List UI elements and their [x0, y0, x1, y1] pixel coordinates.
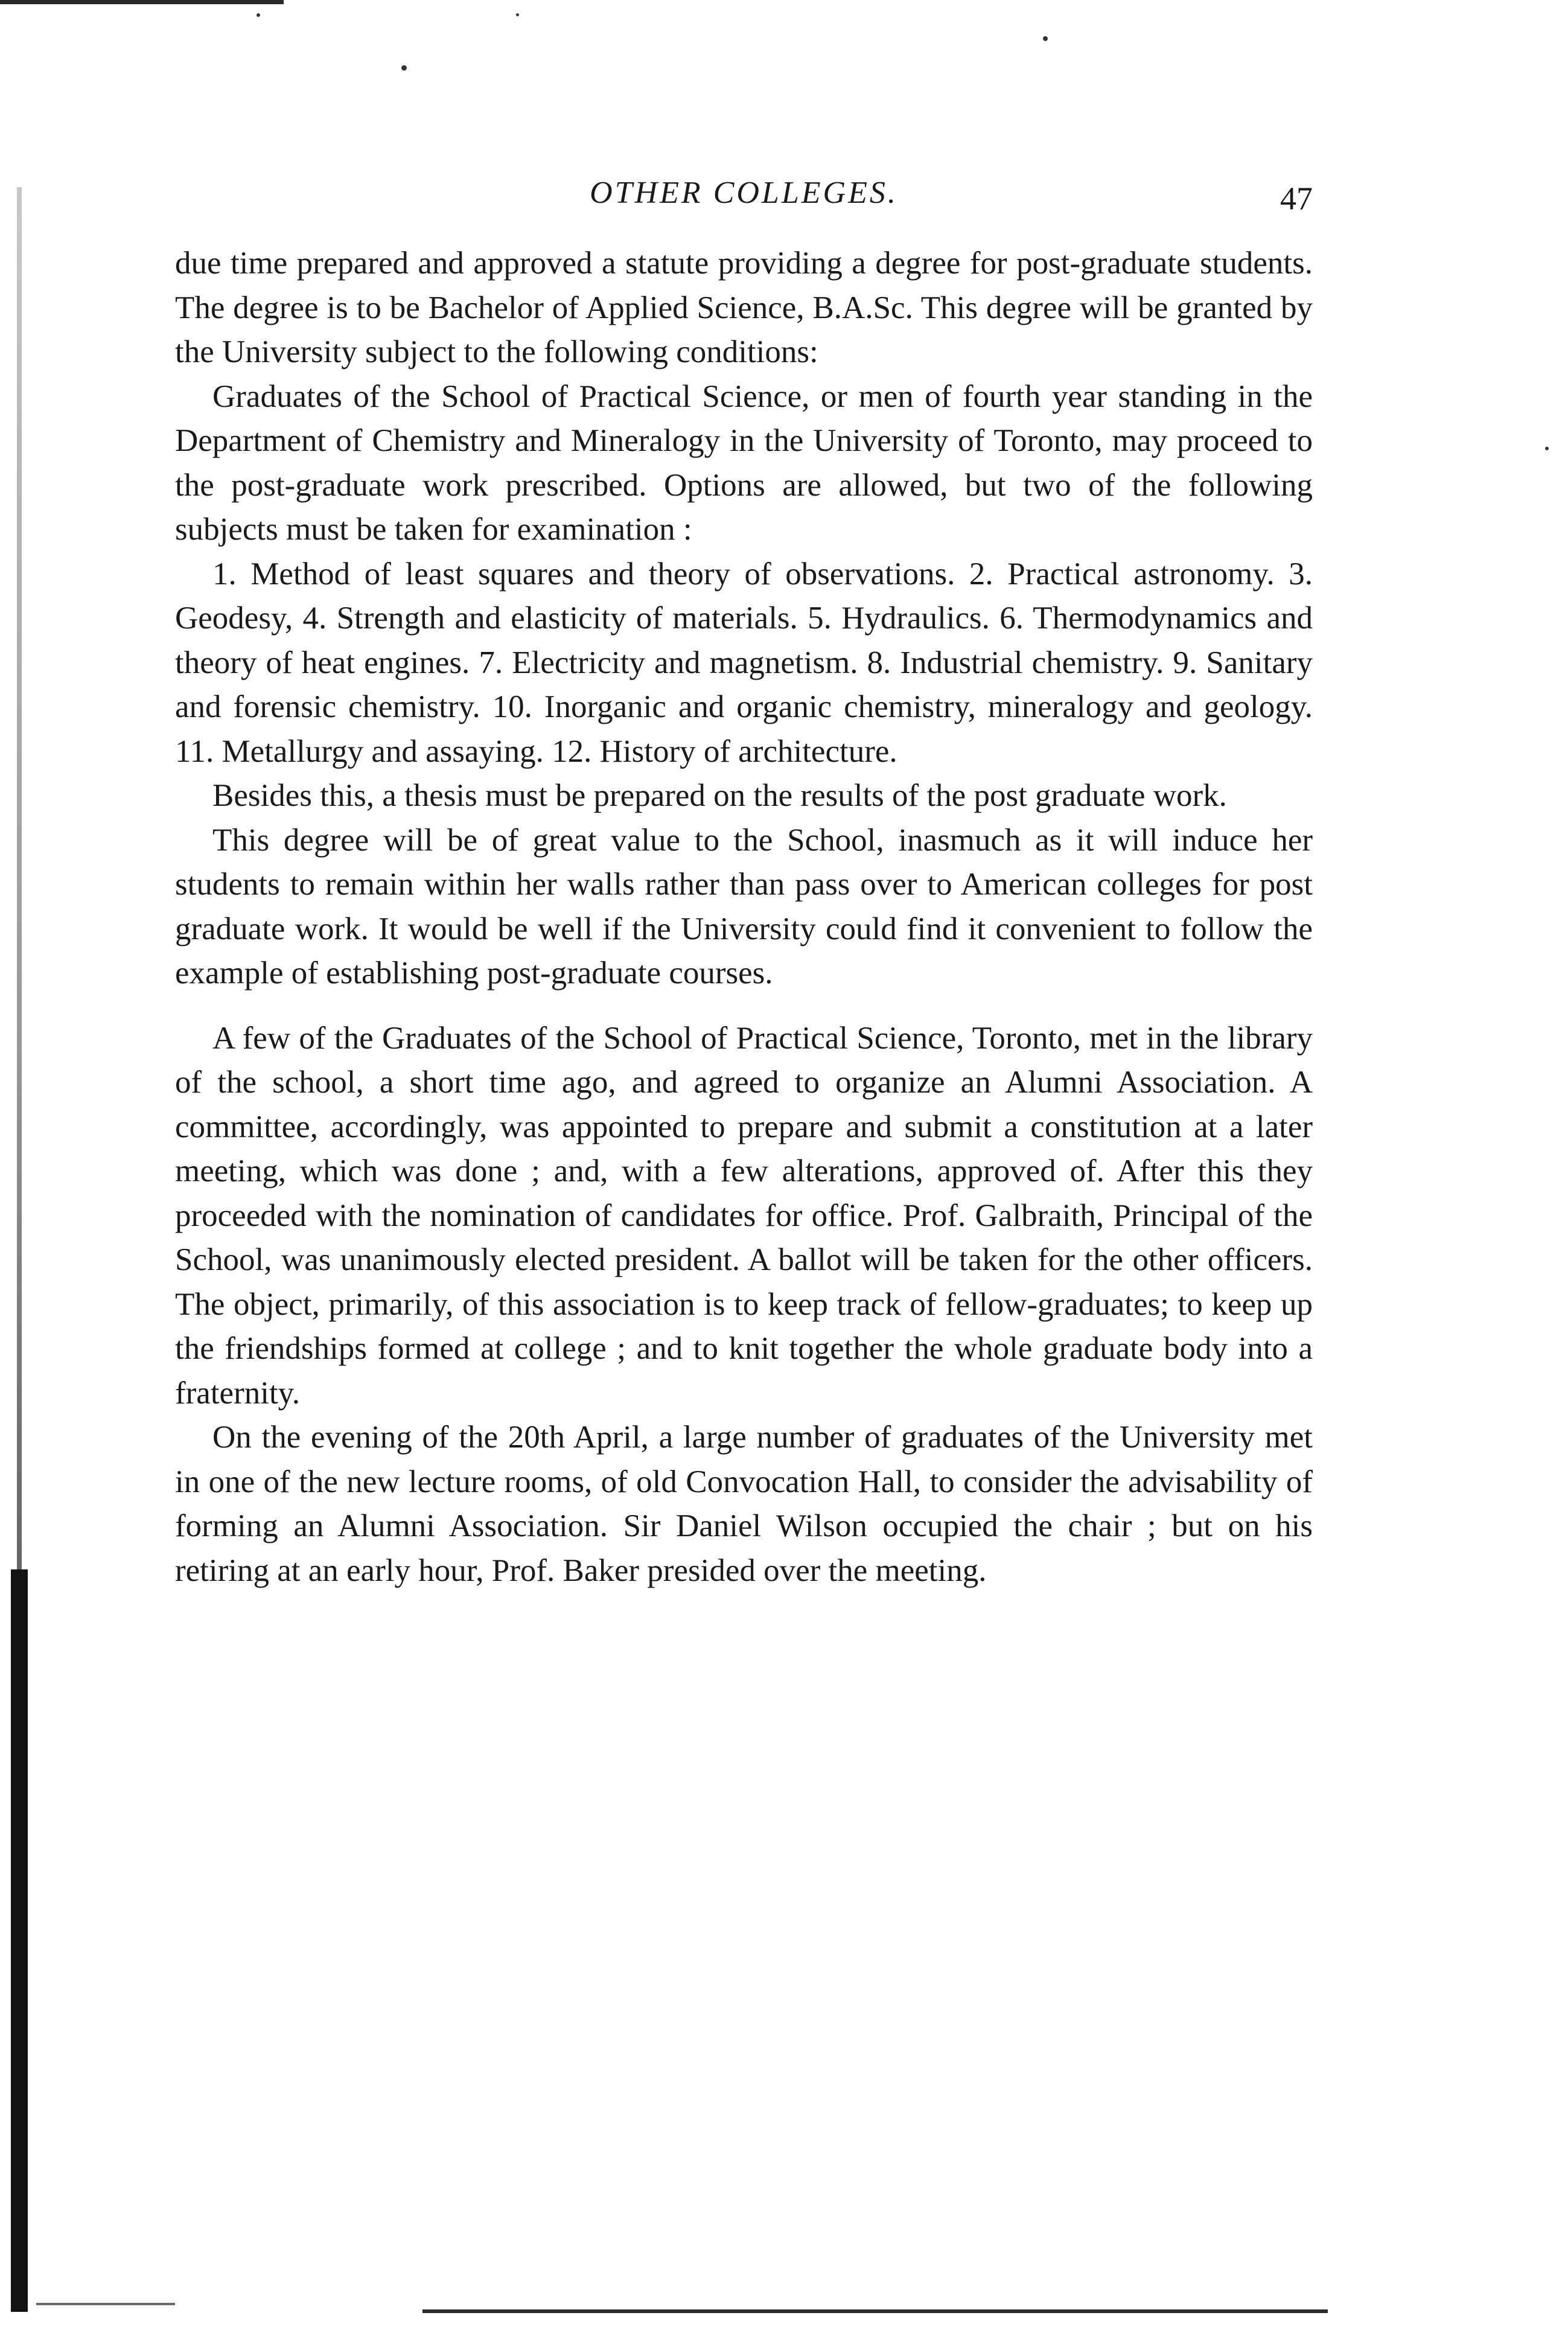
paragraph-subjects-list: 1. Method of least squares and theory of observations. 2. Practical astronomy. 3. Geodesy, 4. Strength and elasticity of materials. 5. Hydraulics. 6. Thermodynamics and theory of heat engines. 7. Electricity and magnetism. 8. Industrial chemistry. 9. Sanitary and forensic chemistry. 10. Inorganic and organic chemistry, mineralogy and geology. 11. Metallurgy and assaying. 12. History of architecture. — [175, 556, 1313, 769]
paragraph-value: This degree will be of great value to the School, inasmuch as it will induce her students to remain within her walls rather than pass over to American colleges for post graduate work. It would be well if the University could find it convenient to follow the example of establishing post-graduate courses. — [175, 822, 1313, 991]
paragraph-thesis: Besides this, a thesis must be prepared on the results of the post graduate work. — [212, 778, 1227, 813]
document-page — [175, 175, 1313, 1593]
scan-edge-bottom-left — [36, 2303, 175, 2305]
scan-speck — [1545, 447, 1549, 450]
scan-speck — [401, 65, 407, 71]
scan-edge-binding — [11, 1569, 28, 2312]
scan-speck — [516, 13, 519, 16]
scan-speck — [257, 13, 260, 17]
paragraph-university-meeting: On the evening of the 20th April, a large number of graduates of the University met in one of the new lecture rooms, of old Convocation Hall, to consider the advisability of forming an Alumni Association. Sir Daniel Wilson occupied the chair ; but on his retiring at an early hour, Prof. Baker presided over the meeting. — [175, 1420, 1313, 1588]
scan-edge-bottom — [422, 2309, 1328, 2313]
page-number: 47 — [1280, 180, 1313, 217]
running-head — [175, 175, 1313, 229]
paragraph-statute: due time prepared and approved a statute providing a degree for post-graduate students. The degree is to be Bachelor of Applied Science, B.A.Sc. This degree will be granted by the University subject to the following conditions: — [175, 246, 1313, 369]
scan-edge-top — [0, 0, 284, 4]
paragraph-conditions: Graduates of the School of Practical Science, or men of fourth year standing in the Department of Chemistry and Mineralogy in the University of Toronto, may proceed to the post-graduate work prescribed. Options are allowed, but two of the following subjects must be taken for examination : — [175, 378, 1313, 547]
scan-speck — [1043, 36, 1048, 41]
running-title: OTHER COLLEGES. — [590, 176, 898, 210]
paragraph-alumni-association: A few of the Graduates of the School of Practical Science, Toronto, met in the library of the school, a short time ago, and agreed to organize an Alumni Association. A committee, accordingly, was appointed to prepare and submit a constitution at a later meeting, which was done ; and, with a few alterations, approved of. After this they proceeded with the nomination of candidates for office. Prof. Galbraith, Principal of the School, was unanimously elected president. A ballot will be taken for the other officers. The object, primarily, of this association is to keep track of fellow-graduates; to keep up the friendships formed at college ; and to knit together the whole graduate body into a fraternity. — [175, 1020, 1313, 1411]
